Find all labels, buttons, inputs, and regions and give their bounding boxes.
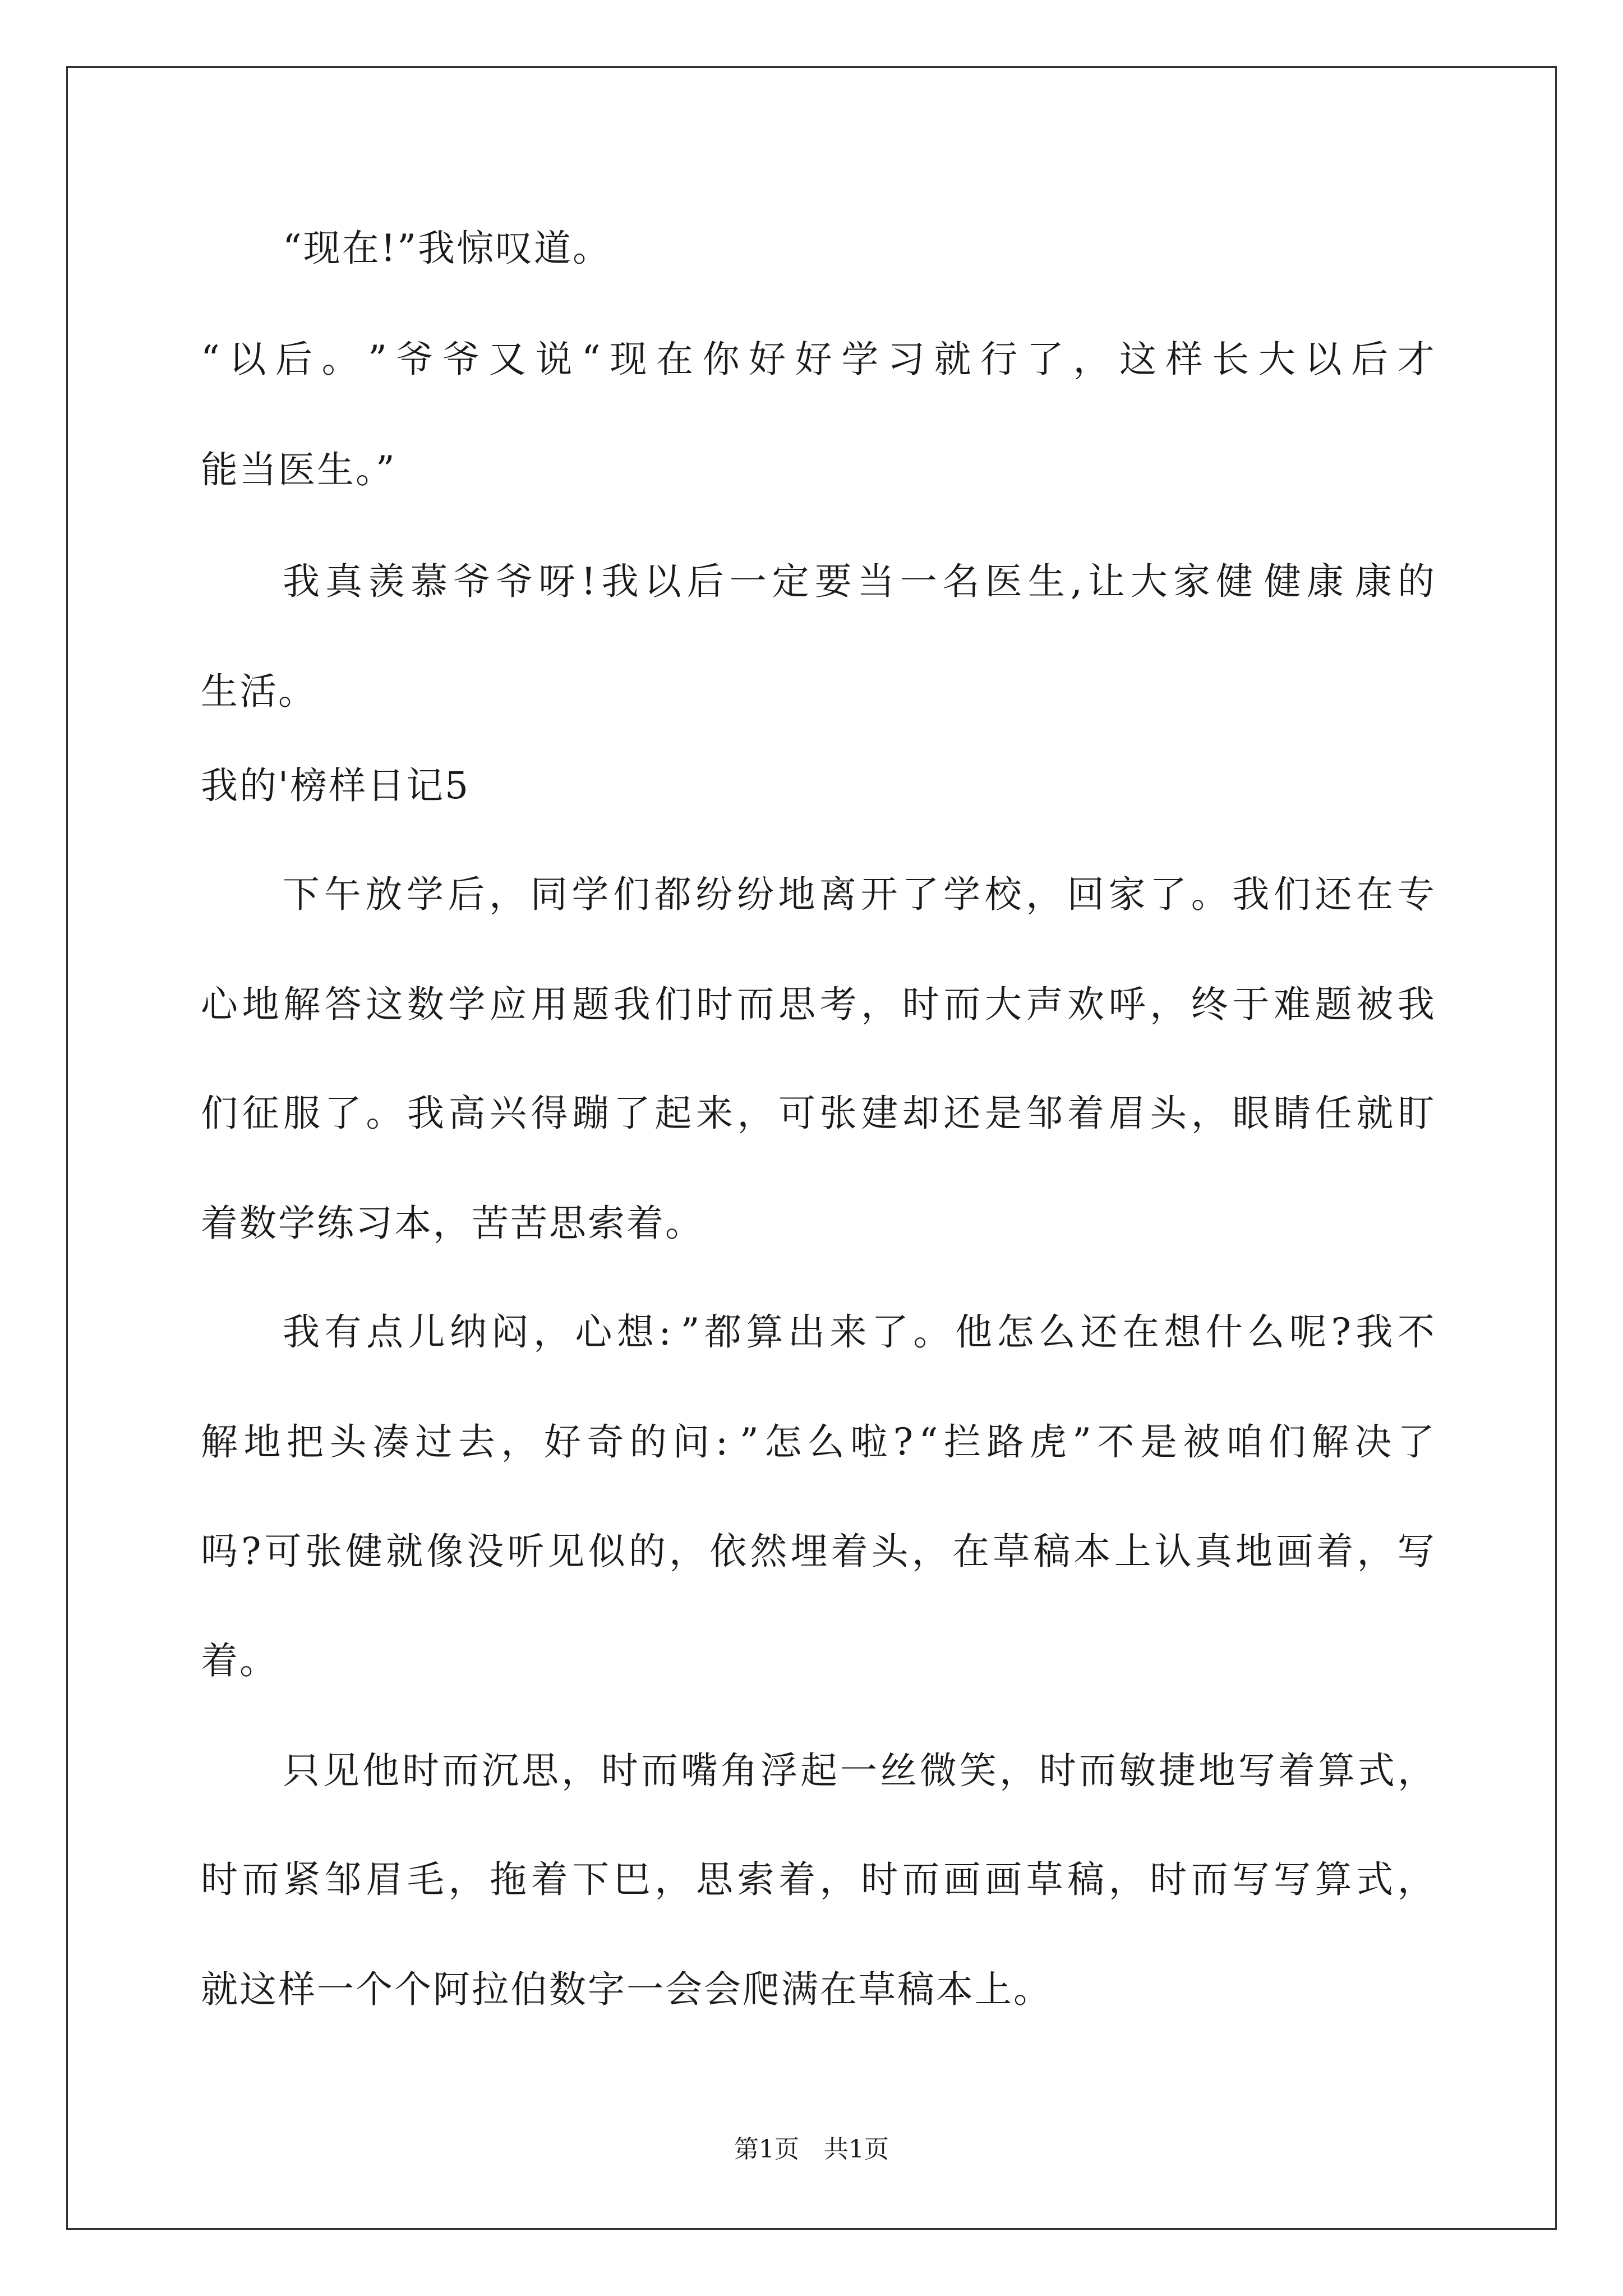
text-line: “ 以 后 。 ” 爷 爷 又 说 “ 现 在 你 好 好 学 习 就 行 了 ， 这 样 长 大 以 后 才 xyxy=(201,338,1435,381)
text-line: 心 地 解 答 这 数 学 应 用 题 我 们 时 而 思 考 ， 时 而 大 声 欢 呼 ， 终 于 难 题 被 我 xyxy=(201,983,1435,1026)
text-line: 我 有 点 儿 纳 闷 ， 心 想 : ” 都 算 出 来 了 。 他 怎 么 还 在 想 什 么 呢 ? 我 不 xyxy=(283,1310,1435,1354)
text-line: “现在!”我惊叹道。 xyxy=(283,227,612,270)
text-line: 就这样一个个阿拉伯数字一会会爬满在草稿本上。 xyxy=(201,1968,1052,2011)
text-line: 吗 ? 可 张 健 就 像 没 听 见 似 的 ， 依 然 埋 着 头 ， 在 草 稿 本 上 认 真 地 画 着 ， 写 xyxy=(201,1530,1435,1573)
text-line: 时 而 紧 邹 眉 毛 ， 拖 着 下 巴 ， 思 索 着 ， 时 而 画 画 草 稿 ， 时 而 写 写 算 式 ， xyxy=(201,1858,1435,1901)
text-line: 们 征 服 了 。 我 高 兴 得 蹦 了 起 来 ， 可 张 建 却 还 是 邹 着 眉 头 ， 眼 睛 任 就 盯 xyxy=(201,1092,1435,1135)
text-line: 着。 xyxy=(201,1639,278,1682)
text-line: 下 午 放 学 后 ， 同 学 们 都 纷 纷 地 离 开 了 学 校 ， 回 家 了 。 我 们 还 在 专 xyxy=(283,873,1435,916)
page-number: 第1页 共1页 xyxy=(734,2135,889,2164)
text-line: 着数学练习本，苦苦思索着。 xyxy=(201,1202,704,1245)
section-heading: 我的'榜样日记5 xyxy=(201,764,471,807)
text-line: 生活。 xyxy=(201,670,317,713)
text-line: 只 见 他 时 而 沉 思 ， 时 而 嘴 角 浮 起 一 丝 微 笑 ， 时 而 敏 捷 地 写 着 算 式 ， xyxy=(283,1749,1435,1792)
page-border xyxy=(66,66,1557,2230)
text-line: 我 真 羡 慕 爷 爷 呀 ! 我 以 后 一 定 要 当 一 名 医 生 , 让 大 家 健 健 康 康 的 xyxy=(283,560,1435,603)
text-line: 解 地 把 头 凑 过 去 ， 好 奇 的 问 : ” 怎 么 啦 ? “ 拦 路 虎 ” 不 是 被 咱 们 解 决 了 xyxy=(201,1420,1435,1464)
text-line: 能当医生。” xyxy=(201,448,396,491)
